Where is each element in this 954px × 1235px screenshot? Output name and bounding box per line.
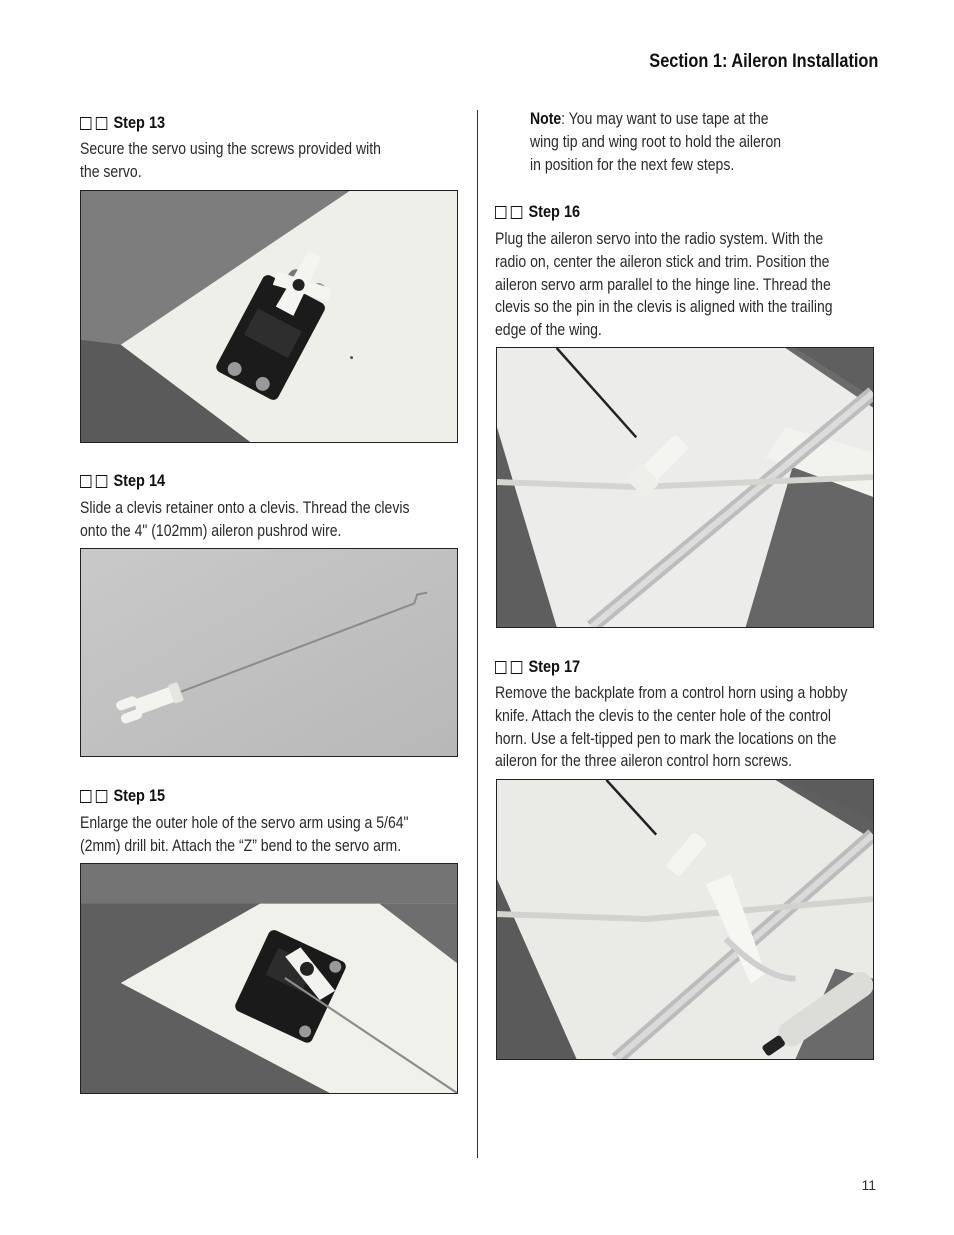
step-title: Step 17 bbox=[528, 658, 581, 676]
note-line-text: : You may want to use tape at the bbox=[561, 110, 769, 128]
text-line: wing tip and wing root to hold the aileron bbox=[530, 132, 782, 151]
text-line: onto the 4" (102mm) aileron pushrod wire. bbox=[80, 521, 342, 540]
text-line: Secure the servo using the screws provided with bbox=[80, 140, 381, 158]
text-line bbox=[530, 108, 781, 131]
step-13-heading bbox=[80, 114, 165, 133]
step-14-text bbox=[80, 497, 409, 543]
text-line: Remove the backplate from a control horn using a hobby bbox=[495, 684, 848, 702]
text-line: Slide a clevis retainer onto a clevis. Thread the clevis bbox=[80, 499, 410, 517]
note-label: Note bbox=[530, 110, 562, 128]
checkbox[interactable] bbox=[511, 661, 522, 674]
text-line: edge of the wing. bbox=[495, 321, 602, 340]
text-line: in position for the next few steps. bbox=[530, 155, 735, 174]
text-line: horn. Use a felt-tipped pen to mark the locations on the bbox=[495, 729, 837, 748]
checkbox[interactable] bbox=[80, 790, 91, 803]
step-13-text bbox=[80, 138, 381, 184]
section-title: Section 1: Aileron Installation bbox=[648, 51, 878, 72]
step-title: Step 15 bbox=[113, 787, 166, 805]
step-17-photo bbox=[496, 779, 874, 1060]
step-16-photo bbox=[496, 347, 874, 628]
checkbox[interactable] bbox=[495, 661, 506, 674]
step-16-heading bbox=[495, 203, 580, 222]
step-title: Step 13 bbox=[113, 114, 166, 132]
step-16-text bbox=[495, 228, 833, 342]
step-15-text bbox=[80, 812, 409, 858]
step-title: Step 16 bbox=[528, 203, 581, 221]
checkbox[interactable] bbox=[96, 475, 107, 488]
text-line: Plug the aileron servo into the radio system. With the bbox=[495, 230, 824, 248]
step-17-text bbox=[495, 682, 847, 773]
text-line: aileron servo arm parallel to the hinge line. Thread the bbox=[495, 275, 831, 294]
text-line: knife. Attach the clevis to the center hole of the control bbox=[495, 706, 832, 725]
text-line: Enlarge the outer hole of the servo arm using a 5/64" bbox=[80, 814, 409, 832]
text-line: radio on, center the aileron stick and trim. Position the bbox=[495, 252, 830, 271]
text-line: aileron for the three aileron control horn screws. bbox=[495, 752, 793, 771]
step-13-photo bbox=[80, 190, 458, 443]
step-14-photo bbox=[80, 548, 458, 757]
step-17-heading bbox=[495, 658, 580, 677]
checkbox[interactable] bbox=[80, 117, 91, 130]
note-text bbox=[530, 108, 781, 176]
step-14-heading bbox=[80, 472, 165, 491]
checkbox[interactable] bbox=[96, 790, 107, 803]
text-line: (2mm) drill bit. Attach the “Z” bend to the servo arm. bbox=[80, 836, 402, 855]
checkbox[interactable] bbox=[80, 475, 91, 488]
column-divider bbox=[477, 110, 478, 1158]
page-number: 11 bbox=[861, 1177, 876, 1193]
checkbox[interactable] bbox=[511, 206, 522, 219]
step-15-heading bbox=[80, 787, 165, 806]
checkbox[interactable] bbox=[495, 206, 506, 219]
text-line: clevis so the pin in the clevis is aligned with the trailing bbox=[495, 298, 833, 317]
text-line: the servo. bbox=[80, 162, 142, 181]
step-15-photo bbox=[80, 863, 458, 1094]
step-title: Step 14 bbox=[113, 472, 166, 490]
checkbox[interactable] bbox=[96, 117, 107, 130]
